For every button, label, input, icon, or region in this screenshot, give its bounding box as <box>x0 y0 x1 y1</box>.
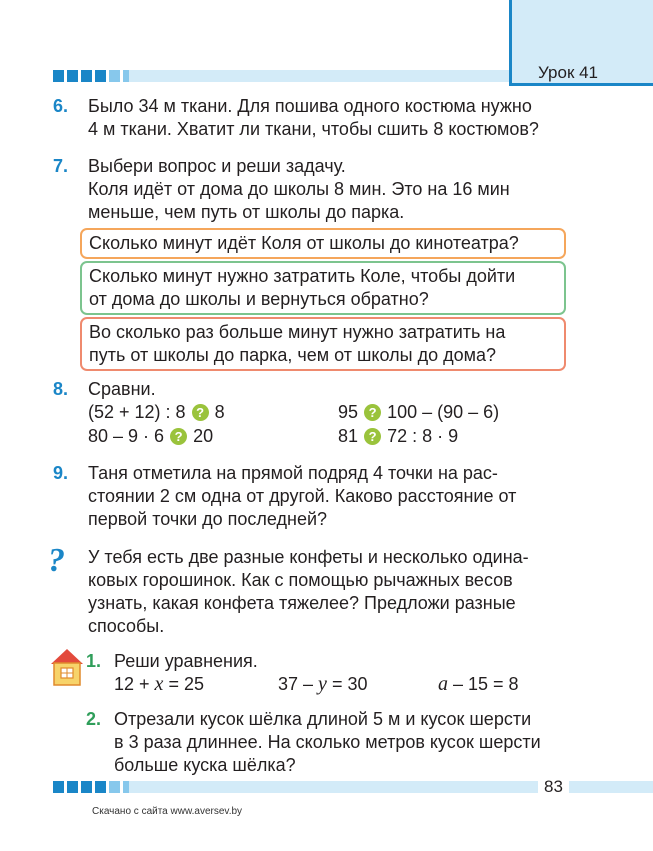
question-option-2 <box>80 261 566 315</box>
option-text: от дома до школы и вернуться обратно? <box>89 289 429 309</box>
task-number: 8. <box>53 379 69 399</box>
compare-item: (52 + 12) : 8 ? 8 <box>88 402 225 422</box>
question-option-1 <box>80 228 566 259</box>
option-text: Сколько минут нужно затратить Коле, чтобы дойти <box>89 266 516 286</box>
question-mark-icon: ? <box>192 404 209 421</box>
equation: 37 – y = 30 <box>278 673 368 695</box>
page-number: 83 <box>538 777 569 797</box>
task-number: 1. <box>86 651 102 671</box>
option-text: Во сколько раз больше минут нужно затратить на <box>89 322 506 342</box>
task-number: 2. <box>86 709 102 729</box>
task-text-line: меньше, чем путь от школы до парка. <box>88 202 405 222</box>
task-text-line: в 3 раза длиннее. На сколько метров кусок шерсти <box>114 732 541 752</box>
lesson-tab <box>509 0 653 86</box>
task-number: 7. <box>53 156 69 176</box>
source-note: Скачано с сайта www.aversev.by <box>92 806 243 817</box>
question-option-3 <box>80 317 566 371</box>
task-8 <box>53 378 568 450</box>
task-text-line: Отрезали кусок шёлка длиной 5 м и кусок шерсти <box>114 709 532 729</box>
compare-item: 81 ? 72 : 8 · 9 <box>338 426 459 446</box>
task-title: Реши уравнения. <box>114 651 258 671</box>
task-number: 6. <box>53 96 69 116</box>
option-text: Сколько минут идёт Коля от школы до кинотеатра? <box>89 233 519 253</box>
task-title: Сравни. <box>88 379 156 399</box>
task-text-line: 4 м ткани. Хватит ли ткани, чтобы сшить 8 костюмов? <box>88 119 539 139</box>
equation: a – 15 = 8 <box>438 673 519 695</box>
task-text-line: стоянии 2 см одна от другой. Каково расстояние от <box>88 486 517 506</box>
task-text-line: ковых горошинок. Как с помощью рычажных весов <box>88 570 513 590</box>
task-text-line: больше куска шёлка? <box>114 755 296 775</box>
house-icon <box>50 648 84 686</box>
lesson-title: Урок 41 <box>538 63 599 82</box>
equation: 12 + x = 25 <box>114 673 204 695</box>
question-mark-icon: ? <box>364 404 381 421</box>
task-text-line: способы. <box>88 616 165 636</box>
question-mark-icon: ? <box>48 542 65 579</box>
task-text-line: узнать, какая конфета тяжелее? Предложи разные <box>88 593 516 613</box>
task-text-line: Таня отметила на прямой подряд 4 точки на рас- <box>88 463 498 483</box>
task-text-line: Коля идёт от дома до школы 8 мин. Это на 16 мин <box>88 179 510 199</box>
task-text-line: Выбери вопрос и реши задачу. <box>88 156 346 176</box>
option-text: путь от школы до парка, чем от школы до дома? <box>89 345 496 365</box>
task-text-line: У тебя есть две разные конфеты и несколько одина- <box>88 547 529 567</box>
question-mark-icon: ? <box>364 428 381 445</box>
compare-item: 80 – 9 · 6 ? 20 <box>88 426 214 446</box>
task-text-line: первой точки до последней? <box>88 509 328 529</box>
task-text-line: Было 34 м ткани. Для пошива одного костюма нужно <box>88 96 532 116</box>
question-mark-icon: ? <box>170 428 187 445</box>
task-number: 9. <box>53 463 69 483</box>
compare-item: 95 ? 100 – (90 – 6) <box>338 402 500 422</box>
